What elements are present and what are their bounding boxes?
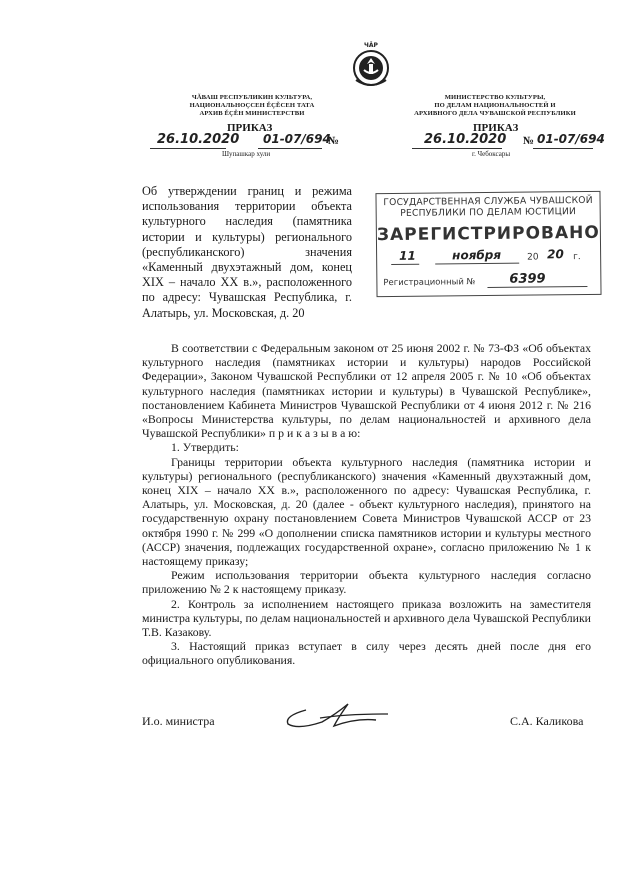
stamp-reg-line (487, 286, 587, 288)
stamp-reg-label: Регистрационный № (383, 277, 476, 289)
stamp-year: 20 (547, 247, 564, 262)
stamp-registered: ЗАРЕГИСТРИРОВАНО (376, 222, 600, 246)
stamp-date-row (377, 247, 600, 271)
order-right-date: 26.10.2020 (424, 132, 507, 147)
header-left-line1: ЧĂВАШ РЕСПУБЛИКИН КУЛЬТУРА, (191, 94, 313, 101)
order-right-date-line (412, 148, 502, 149)
header-left-line2: НАЦИОНАЛЬНОÇСЕН ĔÇĔСЕН ТАТА (189, 102, 315, 109)
emblem-label: ЧӐР (364, 42, 378, 49)
order-left-date: 26.10.2020 (157, 132, 240, 147)
stamp-month: ноября (452, 247, 502, 263)
emblem-icon (348, 40, 394, 90)
header-right-line1: МИНИСТЕРСТВО КУЛЬТУРЫ, (444, 94, 546, 101)
paragraph-boundaries: Границы территории объекта культурного наследия (памятника истории и культуры) регионального (республиканского) значения «Каменный двухэтажный дом, конец XIX – начало XX в.», расположенного по адресу: Чувашская Республика, г. Алатырь, ул. Московская, д. 20 (далее - объект культурного наследия), принятого на государственную охрану постановлением Совета Министров Чувашской АССР от 23 октября 1990 г. № 299 «О дополнении списка памятников истории и культуры местного (АССР) значения, подлежащих государственной охране», согласно приложению № 1 к настоящему приказу; (142, 454, 591, 569)
order-left-number-sign: № (328, 135, 340, 147)
stamp-day: 11 (399, 248, 416, 263)
order-left-label: ПРИКАЗ (227, 122, 273, 134)
header-right (406, 94, 584, 118)
stamp-year-prefix: 20 (527, 252, 539, 263)
header-left (172, 94, 332, 118)
order-left-number: 01-07/694 (263, 132, 331, 146)
order-left-place: Шупашкар хули (222, 150, 271, 158)
stamp-line2: РЕСПУБЛИКИ ПО ДЕЛАМ ЮСТИЦИИ (400, 206, 577, 219)
signature-name: С.А. Каликова (510, 714, 584, 728)
paragraph-item-3: 3. Настоящий приказ вступает в силу через десять дней после дня его официального опубликования. (142, 639, 591, 668)
stamp-reg-number: 6399 (509, 271, 546, 287)
order-left-date-line (150, 148, 226, 149)
header-left-line3: АРХИВ ĔÇĔН МИНИСТЕРСТВИ (199, 110, 305, 117)
stamp-day-line (391, 264, 419, 265)
order-right-number-line (533, 148, 593, 149)
stamp-month-line (435, 263, 519, 265)
order-right-place: г. Чебоксары (472, 150, 511, 158)
document-body (142, 341, 591, 668)
header-right-line2: ПО ДЕЛАМ НАЦИОНАЛЬНОСТЕЙ И (434, 102, 556, 109)
stamp-reg-row (377, 271, 600, 293)
order-right-number-sign: № (523, 135, 535, 147)
stamp-year-suffix: г. (573, 252, 581, 263)
paragraph-item-2: 2. Контроль за исполнением настоящего приказа возложить на заместителя министра культуры, по делам национальностей и архивного дела Чувашской Республики Т.В. Казакову. (142, 596, 591, 640)
document-title: Об утверждении границ и режима использования территории объекта культурного наследия (памятника истории и культуры) регионального (республиканского) значения «Каменный двухэтажный дом, конец XIX – начало XX в.», расположенного по адресу: Чувашская Республика, г. Алатырь, ул. Московская, д. 20 (142, 184, 352, 320)
signature-position: И.о. министра (142, 714, 215, 728)
paragraph-regime: Режим использования территории объекта культурного наследия согласно приложению № 2 к настоящему приказу. (142, 568, 591, 597)
handwritten-signature (276, 696, 396, 736)
emblem (348, 40, 394, 90)
order-right-label: ПРИКАЗ (473, 122, 519, 134)
order-right-number: 01-07/694 (537, 132, 605, 146)
stamp-line1: ГОСУДАРСТВЕННАЯ СЛУЖБА ЧУВАШСКОЙ (383, 194, 593, 209)
order-left-number-line (258, 148, 322, 149)
paragraph-preamble: В соответствии с Федеральным законом от 25 июня 2002 г. № 73-ФЗ «Об объектах культурного наследия (памятниках истории и культуры) народов Российской Федерации», Законом Чувашской Республики от 12 апреля 2005 г. № 10 «Об объектах культурного наследия (памятниках истории и культуры) в Чувашской Республике», постановлением Кабинета Министров Чувашской Республики от 4 июня 2012 г. № 216 «Вопросы Министерства культуры, по делам национальностей и архивного дела Чувашской Республики» п р и к а з ы в а ю: (142, 341, 591, 441)
registration-stamp (375, 191, 601, 297)
paragraph-item-1: 1. Утвердить: (171, 440, 239, 455)
header-right-line3: АРХИВНОГО ДЕЛА ЧУВАШСКОЙ РЕСПУБЛИКИ (414, 110, 576, 117)
